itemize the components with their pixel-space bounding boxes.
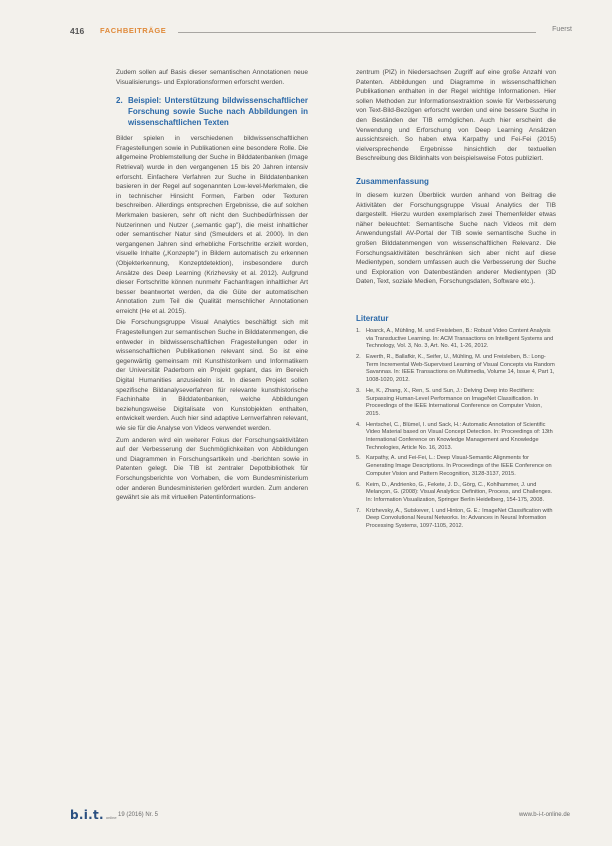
reference-number: 6. <box>356 481 361 488</box>
logo-tag: online <box>105 815 117 820</box>
reference-text: Hoarck, A., Mühling, M. und Freisleben, B.: Robust Video Content Analysis via Transductive Learning. In: ACM Transactions on Intelligent Systems and Technology, Vol. 3, No. 3, Art. No. 41, 1-26, 2012. <box>366 327 554 350</box>
body-paragraph: zentrum (PIZ) in Niedersachsen Zugriff auf eine große Anzahl von Patenten. Abbildungen und Diagramme in wissenschaftlichen Publikationen enthalten in der Regel wichtige Informationen. Hier sollen Methoden zur Informationsextraktion sowie für Verbesserung von Text-Bild-Bezügen erforscht werden und eine bessere Suche in den Beständen der TIB ermöglichen. Auch hier erscheint die Verwendung und Erforschung von Deep Learning Ansätzen aussichtsreich. So haben etwa Karpathy und Fei-Fei (2015) vielversprechende Ergebnisse hinsichtlich der textuellen Beschreibung des Bildinhalts von beispielsweise Fotos publiziert. <box>356 69 556 163</box>
header-rule <box>178 32 536 33</box>
category-label: Fuerst <box>552 26 572 33</box>
reference-item <box>356 455 556 478</box>
reference-text: He, K., Zhang, X., Ren, S. und Sun, J.: Delving Deep into Rectifiers: Surpassing Human-Level Performance on ImageNet Classification. In Proceedings of the IEEE International Conference on Computer Vision, 2015. <box>366 387 542 417</box>
section-heading <box>116 95 308 128</box>
page-number: 416 <box>70 26 85 36</box>
section-label: FACHBEITRÄGE <box>100 26 167 35</box>
reference-number: 3. <box>356 387 361 394</box>
reference-number: 2. <box>356 353 361 360</box>
web-url: www.b-i-t-online.de <box>518 812 570 818</box>
intro-paragraph: Zudem sollen auf Basis dieser semantischen Annotationen neue Visualisierungs- und Explorationsformen erforscht werden. <box>116 69 308 86</box>
left-column <box>116 68 308 505</box>
reference-number: 5. <box>356 455 361 462</box>
page-header <box>70 26 572 40</box>
reference-text: Keim, D., Andrienko, G., Fekete, J. D., Görg, C., Kohlhammer, J. und Melançon, G. (2008): Visual Analytics: Definition, Process, and Challenges. In: Information Visualization, Springer Berlin Heidelberg, 154-175, 2008. <box>366 481 553 503</box>
reference-number: 1. <box>356 327 361 334</box>
heading-text: Beispiel: Unterstützung bildwissenschaftlicher Forschung sowie Suche nach Abbildungen in wissenschaftlichen Texten <box>128 96 308 128</box>
right-column <box>356 68 556 534</box>
reference-text: Ewerth, R., Ballafkir, K., Seifer, U., Mühling, M. und Freisleben, B.: Long-Term Incremental Web-Supervised Learning of Visual Concepts via Random Savannas. In: IEEE Transactions on Multimedia, Volume 14, Issue 4, Part 1, 1008-1020, 2012. <box>366 353 555 384</box>
literature-heading: Literatur <box>356 313 389 323</box>
reference-text: Krizhevsky, A., Sutskever, I. und Hinton, G. E.: ImageNet Classification with Deep Convolutional Neural Networks. In: Advances in Neural Information Processing Systems, 1097-1105, 2012. <box>366 507 553 530</box>
reference-item <box>356 354 556 385</box>
logo-text: b.i.t. <box>70 808 104 822</box>
reference-item <box>356 388 556 419</box>
reference-item <box>356 508 556 531</box>
reference-list <box>356 328 556 531</box>
body-paragraph: Bilder spielen in verschiedenen bildwissenschaftlichen Fragestellungen sowie in Publikationen eine besondere Rolle. Die allgemeine Problemstellung der Suche in Bilddatenbanken (Image Retrieval) wurde in den vergangenen 15 bis 20 Jahren intensiv erforscht. Einfachere Verfahren zur Suche in Bilddatenbanken basieren in der Regel auf sogenannten Low-level-Merkmalen, die in technischer Hinsicht Formen, Farben oder Texturen beschreiben. Allerdings entsprechen Ergebnisse, die auf solchen Merkmalen basieren, sehr oft nicht den Suchbedürfnissen der Nutzerinnen und Nutzer („semantic gap"), die meist inhaltlicher oder semantischer Natur sind (Smeulders et al. 2000). In den vergangenen Jahren sind erhebliche Fortschritte erzielt worden, visuelle Inhalte („Konzepte") in Bildern automatisch zu erkennen (Objekterkennung, Konzeptdetektion), insbesondere durch Ansätze des Deep Learning (Krizhevsky et al. 2012). Aufgrund dieser Fortschritte können nunmehr Fachanfragen inhaltlicher Art besser beantwortet werden, da die Güte der automatischen Annotation zum Teil die Qualität menschlicher Annotationen erreicht (He et al. 2015). <box>116 135 308 315</box>
page-footer <box>70 808 570 824</box>
body-paragraph: Zum anderen wird ein weiterer Fokus der Forschungsaktivitäten auf der Verbesserung der Suchmöglichkeiten von Abbildungen und Diagrammen in Forschungsartikeln und -berichten sowie in Patenten gelegt. Die TIB ist zentraler Depotbibliothek für Forschungsberichte von Vorhaben, die vom Bundesministerium oder anderen Bundesministerien gefördert wurden. Zum anderen gewährt sie als mit virtuellen Patentinformations- <box>116 436 308 502</box>
summary-heading: Zusammenfassung <box>356 176 429 186</box>
reference-text: Karpathy, A. und Fei-Fei, L.: Deep Visual-Semantic Alignments for Generating Image Descriptions. In Proceedings of the IEEE Conference on Computer Vision and Pattern Recognition, 3128-3137, 2015. <box>366 455 552 477</box>
reference-item <box>356 422 556 453</box>
bit-online-logo <box>70 808 117 822</box>
body-paragraph: Die Forschungsgruppe Visual Analytics beschäftigt sich mit Fragestellungen zur semantischen Suche in Bilddatenmengen, die entweder in bildwissenschaftlichen Fragestellungen oder in wissenschaftlichen Publikationen relevant sind. So ist eine gegenwärtig gemeinsam mit Kunsthistorikern und Informatikern der Universität Paderborn ein Projekt geplant, das im Bereich Digital Humanities anzusiedeln ist. In diesem Projekt sollen spezifische Bildanalyseverfahren für relevante kunsthistorische Fachinhalte in Bilddatenbanken, welche Abbildungen beziehungsweise Digitalisate von Kunstobjekten enthalten, entwickelt werden. Auch hier sind adaptive Lernverfahren relevant, wie sie für die Analyse von Videos verwendet werden. <box>116 319 308 432</box>
issue-info: 19 (2016) Nr. 5 <box>118 812 159 818</box>
reference-item <box>356 328 556 351</box>
summary-paragraph: In diesem kurzen Überblick wurden anhand von Beitrag die Aktivitäten der Forschungsgruppe Visual Analytics der TIB dargestellt. Hierzu wurden exemplarisch zwei Themenfelder etwas näher beleuchtet: Semantische Suche nach Videos mit dem Anwendungsfall AV-Portal der TIB sowie semantische Suche in großen Bilddatenmengen von wissenschaftlichen Relevanz. Die Forschungsaktivitäten beschränken sich aber nicht auf diese Medientypen, sondern umfassen auch die Verbesserung der Suche und Exploration von Datenbeständen anderer Medientypen (3D Daten, Text, soziale Medien, Forschungsdaten, Software etc.). <box>356 191 556 286</box>
reference-item <box>356 482 556 505</box>
reference-number: 4. <box>356 421 361 428</box>
heading-number: 2. <box>116 96 123 106</box>
reference-text: Hentschel, C., Blümel, I. und Sack, H.: Automatic Annotation of Scientific Video Material based on Visual Concept Detection. In: Proceedings of: 13th International Conference on Knowledge Management and Knowledge Technologies, Article No. 16, 2013. <box>366 421 553 451</box>
reference-number: 7. <box>356 507 361 514</box>
